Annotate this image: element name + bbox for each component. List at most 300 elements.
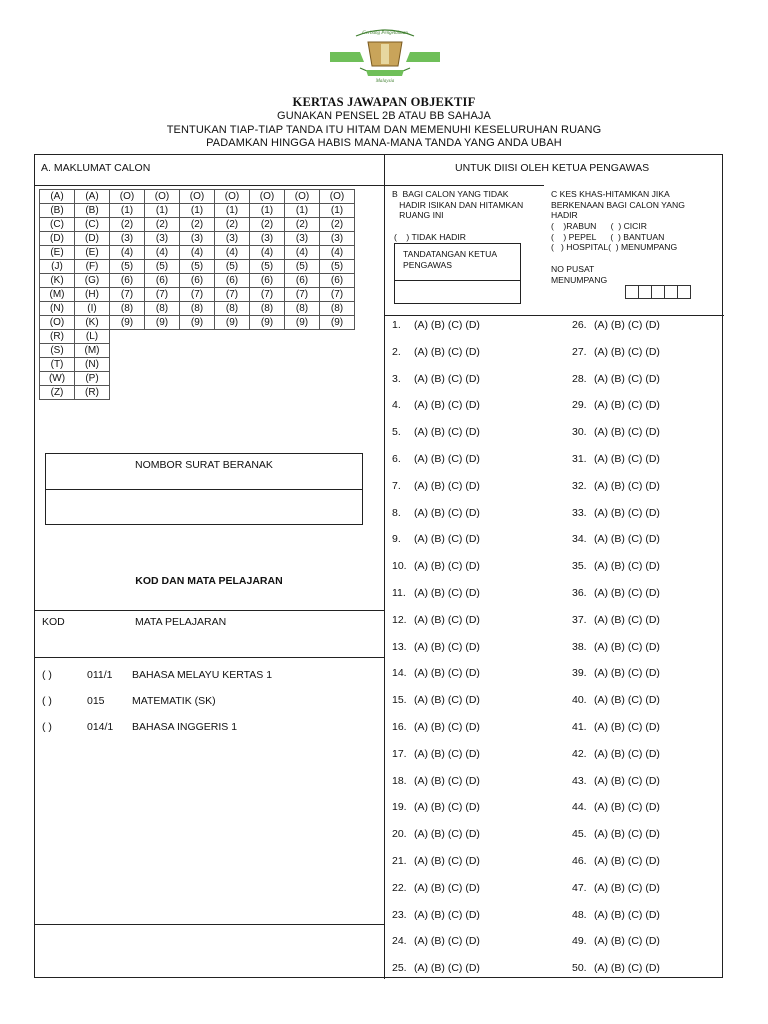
answer-options[interactable]: (A) (B) (C) (D) [594,774,660,787]
answer-options[interactable]: (A) (B) (C) (D) [414,881,480,894]
grid-bubble[interactable]: (8) [320,302,355,316]
answer-row[interactable] [392,962,480,974]
question-number: 39. [572,667,587,680]
grid-bubble[interactable]: (4) [110,246,145,260]
question-number: 5. [392,426,401,439]
grid-bubble[interactable]: (O) [110,190,145,204]
grid-bubble[interactable]: (I) [75,302,110,316]
grid-bubble[interactable]: (9) [215,316,250,330]
subject-table-top-line [35,610,384,611]
question-number: 36. [572,587,587,599]
grid-bubble[interactable]: (7) [180,288,215,302]
answer-options[interactable]: (A) (B) (C) (D) [414,747,480,760]
answer-options[interactable]: (A) (B) (C) (D) [414,319,480,331]
grid-bubble[interactable]: (C) [75,218,110,232]
question-number: 8. [392,506,401,519]
answer-row[interactable] [572,319,660,331]
question-number: 33. [572,506,587,519]
no-pusat-label: NO PUSAT MENUMPANG [551,264,608,285]
grid-bubble[interactable]: (8) [215,302,250,316]
answer-row[interactable] [392,641,480,653]
grid-bubble[interactable]: (8) [285,302,320,316]
grid-bubble[interactable]: (1) [285,204,320,218]
answer-row[interactable] [572,480,660,492]
question-number: 16. [392,721,407,733]
grid-bubble[interactable]: (5) [320,260,355,274]
question-number: 43. [572,774,587,787]
grid-bubble[interactable]: (6) [110,274,145,288]
question-number: 3. [392,372,401,385]
grid-bubble[interactable]: (A) [75,190,110,204]
grid-bubble[interactable]: (4) [285,246,320,260]
answer-options[interactable]: (A) (B) (C) (D) [414,345,480,358]
answer-row[interactable] [572,935,660,947]
logo-top-text: Gerbang Pengetahuan [362,31,408,36]
right-header-line [384,185,544,186]
grid-bubble[interactable]: (4) [250,246,285,260]
answer-row[interactable] [392,667,480,679]
answer-options[interactable]: (A) (B) (C) (D) [414,774,480,787]
question-number: 6. [392,453,401,465]
grid-bubble[interactable]: (L) [75,330,110,344]
answer-options[interactable]: (A) (B) (C) (D) [414,453,480,465]
subject-name: MATEMATIK (SK) [132,695,216,707]
grid-row [40,218,355,232]
grid-bubble[interactable]: (E) [75,246,110,260]
question-number: 7. [392,479,401,492]
answer-options[interactable]: (A) (B) (C) (D) [414,721,480,733]
candidate-info-grid [39,189,355,400]
answer-options[interactable]: (A) (B) (C) (D) [594,453,660,465]
no-pusat-boxes[interactable] [626,285,691,304]
question-number: 2. [392,345,401,358]
section-c-text: C KES KHAS-HITAMKAN JIKA BERKENAAN BAGI CALON YANG HADIR [551,189,685,220]
answer-row[interactable] [392,319,480,331]
grid-bubble[interactable]: (9) [285,316,320,330]
answer-row[interactable] [572,909,660,921]
center-divider [384,155,385,979]
answer-options[interactable]: (A) (B) (C) (D) [594,881,660,894]
answer-row[interactable] [392,507,480,519]
answer-row[interactable] [572,641,660,653]
answer-options[interactable]: (A) (B) (C) (D) [414,426,480,439]
answer-row[interactable] [392,694,480,706]
grid-bubble[interactable]: (2) [320,218,355,232]
answer-row[interactable] [392,909,480,921]
grid-bubble[interactable]: (O) [180,190,215,204]
question-number: 18. [392,774,407,787]
grid-bubble[interactable]: (4) [215,246,250,260]
grid-bubble[interactable]: (8) [180,302,215,316]
grid-bubble[interactable]: (8) [145,302,180,316]
grid-bubble[interactable]: (6) [250,274,285,288]
grid-bubble[interactable]: (O) [215,190,250,204]
grid-bubble[interactable]: (3) [250,232,285,246]
answer-options[interactable]: (A) (B) (C) (D) [414,613,480,626]
answer-row[interactable] [572,399,660,411]
grid-bubble[interactable]: (T) [40,358,75,372]
question-number: 50. [572,962,587,975]
grid-bubble[interactable]: (3) [180,232,215,246]
answer-row[interactable] [392,882,480,894]
question-number: 31. [572,453,587,465]
answer-options[interactable]: (A) (B) (C) (D) [414,935,480,948]
answer-options[interactable]: (A) (B) (C) (D) [414,640,480,653]
grid-bubble[interactable]: (1) [145,204,180,218]
answer-row[interactable] [572,855,660,867]
subject-code: 015 [87,695,105,707]
question-number: 21. [392,855,407,867]
grid-bubble[interactable]: (9) [180,316,215,330]
answer-options[interactable]: (A) (B) (C) (D) [594,640,660,653]
answer-row[interactable] [392,935,480,947]
question-number: 1. [392,319,401,331]
answer-options[interactable]: (A) (B) (C) (D) [414,801,480,814]
question-number: 27. [572,345,587,358]
question-number: 42. [572,747,587,760]
grid-bubble[interactable]: (R) [40,330,75,344]
answer-row[interactable] [392,748,480,760]
grid-bubble[interactable]: (M) [40,288,75,302]
answer-row[interactable] [392,560,480,572]
answer-row[interactable] [392,346,480,358]
question-number: 48. [572,908,587,921]
answer-options[interactable]: (A) (B) (C) (D) [594,587,660,599]
grid-row [40,358,355,372]
answer-row[interactable] [392,453,480,465]
grid-bubble[interactable]: (G) [75,274,110,288]
question-number: 46. [572,855,587,867]
subject-table-header-line [35,657,384,658]
grid-row [40,288,355,302]
birth-cert-label: NOMBOR SURAT BERANAK [135,459,273,471]
question-number: 41. [572,721,587,733]
question-number: 28. [572,372,587,385]
answer-row[interactable] [572,453,660,465]
grid-bubble[interactable]: (6) [145,274,180,288]
answer-row[interactable] [392,614,480,626]
grid-bubble[interactable]: (D) [75,232,110,246]
answer-row[interactable] [572,507,660,519]
subject-code: 014/1 [87,721,114,733]
grid-bubble[interactable]: (O) [145,190,180,204]
grid-bubble[interactable]: (O) [250,190,285,204]
tidak-hadir-option[interactable]: ( ) TIDAK HADIR [394,232,466,242]
page-title: KERTAS JAWAPAN OBJEKTIF [292,95,476,109]
answer-row[interactable] [572,373,660,385]
grid-bubble[interactable]: (5) [250,260,285,274]
answer-options[interactable]: (A) (B) (C) (D) [594,345,660,358]
grid-bubble[interactable]: (5) [215,260,250,274]
question-number: 34. [572,533,587,546]
grid-bubble[interactable]: (1) [180,204,215,218]
grid-bubble[interactable]: (W) [40,372,75,386]
answer-row[interactable] [572,346,660,358]
answer-options[interactable]: (A) (B) (C) (D) [594,747,660,760]
grid-bubble[interactable]: (2) [285,218,320,232]
answer-options[interactable]: (A) (B) (C) (D) [594,855,660,867]
grid-bubble[interactable]: (7) [320,288,355,302]
birth-cert-input[interactable] [46,489,362,524]
grid-bubble[interactable]: (4) [145,246,180,260]
answer-row[interactable] [392,399,480,411]
answer-options[interactable]: (A) (B) (C) (D) [594,801,660,814]
question-number: 29. [572,399,587,412]
grid-bubble[interactable]: (9) [145,316,180,330]
grid-bubble[interactable]: (H) [75,288,110,302]
answer-row[interactable] [392,721,480,733]
section-c-options[interactable]: ( )RABUN ( ) CICIR ( ) PEPEL ( ) BANTUAN ( ) HOSPITAL( ) MENUMPANG [551,221,678,252]
answer-options[interactable]: (A) (B) (C) (D) [594,613,660,626]
grid-row [40,386,355,400]
grid-bubble[interactable]: (1) [215,204,250,218]
answer-options[interactable]: (A) (B) (C) (D) [414,372,480,385]
answer-options[interactable]: (A) (B) (C) (D) [414,399,480,412]
answer-row[interactable] [572,533,660,545]
answer-row[interactable] [572,721,660,733]
grid-bubble[interactable]: (K) [40,274,75,288]
grid-bubble[interactable]: (N) [40,302,75,316]
grid-bubble[interactable]: (3) [110,232,145,246]
grid-bubble[interactable]: (E) [40,246,75,260]
grid-bubble[interactable]: (2) [250,218,285,232]
answer-options[interactable]: (A) (B) (C) (D) [414,506,480,519]
question-number: 10. [392,560,407,573]
grid-row [40,372,355,386]
question-number: 12. [392,613,407,626]
grid-bubble[interactable]: (3) [320,232,355,246]
answer-row[interactable] [392,855,480,867]
question-number: 22. [392,881,407,894]
question-number: 35. [572,560,587,573]
grid-bubble[interactable]: (J) [40,260,75,274]
right-special-cases-line [384,315,724,316]
grid-row [40,330,355,344]
grid-bubble[interactable]: (7) [215,288,250,302]
grid-bubble[interactable]: (1) [250,204,285,218]
answer-row[interactable] [392,426,480,438]
instruction-line-2: TENTUKAN TIAP-TIAP TANDA ITU HITAM DAN MEMENUHI KESELURUHAN RUANG [166,124,602,136]
grid-bubble[interactable]: (O) [40,316,75,330]
grid-bubble[interactable]: (4) [320,246,355,260]
answer-row[interactable] [392,828,480,840]
grid-bubble[interactable]: (F) [75,260,110,274]
grid-bubble[interactable]: (N) [75,358,110,372]
grid-bubble[interactable]: (3) [215,232,250,246]
question-number: 37. [572,613,587,626]
subject-checkbox[interactable]: ( ) [42,669,52,681]
question-number: 13. [392,640,407,653]
answer-options[interactable]: (A) (B) (C) (D) [414,908,480,921]
grid-bubble[interactable]: (D) [40,232,75,246]
grid-bubble[interactable]: (3) [145,232,180,246]
question-number: 25. [392,962,407,975]
answer-row[interactable] [572,882,660,894]
grid-bubble[interactable]: (6) [215,274,250,288]
section-a-label: A. MAKLUMAT CALON [41,162,151,174]
grid-bubble[interactable]: (1) [110,204,145,218]
grid-bubble[interactable]: (7) [110,288,145,302]
question-number: 20. [392,828,407,841]
answer-row[interactable] [392,533,480,545]
grid-bubble[interactable]: (2) [180,218,215,232]
subject-checkbox[interactable]: ( ) [42,721,52,733]
answer-row[interactable] [392,587,480,599]
question-number: 26. [572,319,587,331]
subject-heading: KOD DAN MATA PELAJARAN [135,575,283,587]
col-subject-header: MATA PELAJARAN [135,616,227,628]
subject-name: BAHASA INGGERIS 1 [132,721,238,733]
signature-label: TANDATANGAN KETUA PENGAWAS [403,249,498,270]
grid-bubble[interactable]: (5) [180,260,215,274]
answer-options[interactable]: (A) (B) (C) (D) [414,694,480,707]
logo-bottom-text: Malaysia [375,79,395,84]
question-number: 47. [572,881,587,894]
answer-row[interactable] [572,748,660,760]
grid-bubble[interactable]: (C) [40,218,75,232]
grid-bubble[interactable]: (P) [75,372,110,386]
section-a-header-line [35,185,384,186]
question-number: 19. [392,801,407,814]
grid-row [40,274,355,288]
grid-bubble[interactable]: (O) [320,190,355,204]
answer-row[interactable] [392,373,480,385]
answer-options[interactable]: (A) (B) (C) (D) [594,908,660,921]
answer-options[interactable]: (A) (B) (C) (D) [594,479,660,492]
answer-row[interactable] [572,426,660,438]
answer-row[interactable] [572,587,660,599]
answer-row[interactable] [572,614,660,626]
question-number: 24. [392,935,407,948]
question-number: 15. [392,694,407,707]
grid-bubble[interactable]: (M) [75,344,110,358]
right-heading: UNTUK DIISI OLEH KETUA PENGAWAS [455,162,650,174]
grid-row [40,204,355,218]
grid-bubble[interactable]: (5) [145,260,180,274]
col-kod-header: KOD [42,616,65,628]
grid-bubble[interactable]: (6) [320,274,355,288]
section-b-text: B BAGI CALON YANG TIDAK HADIR ISIKAN DAN HITAMKAN RUANG INI [392,189,524,220]
grid-bubble[interactable]: (A) [40,190,75,204]
question-number: 23. [392,908,407,921]
answer-options[interactable]: (A) (B) (C) (D) [414,533,480,546]
answer-options[interactable]: (A) (B) (C) (D) [594,667,660,680]
grid-row [40,344,355,358]
grid-row [40,190,355,204]
answer-row[interactable] [572,560,660,572]
grid-bubble[interactable]: (2) [110,218,145,232]
question-number: 49. [572,935,587,948]
answer-options[interactable]: (A) (B) (C) (D) [414,855,480,867]
question-number: 44. [572,801,587,814]
answer-options[interactable]: (A) (B) (C) (D) [414,828,480,841]
answer-options[interactable]: (A) (B) (C) (D) [594,560,660,573]
grid-bubble[interactable]: (9) [110,316,145,330]
question-number: 30. [572,426,587,439]
grid-bubble[interactable]: (K) [75,316,110,330]
answer-options[interactable]: (A) (B) (C) (D) [594,533,660,546]
grid-bubble[interactable]: (6) [285,274,320,288]
question-number: 4. [392,399,401,412]
grid-row [40,232,355,246]
answer-row[interactable] [392,801,480,813]
answer-row[interactable] [572,694,660,706]
grid-bubble[interactable]: (1) [320,204,355,218]
answer-options[interactable]: (A) (B) (C) (D) [594,319,660,331]
grid-bubble[interactable]: (B) [40,204,75,218]
grid-bubble[interactable]: (8) [250,302,285,316]
question-number: 11. [392,587,406,599]
subject-checkbox[interactable]: ( ) [42,695,52,707]
grid-bubble[interactable]: (3) [285,232,320,246]
grid-bubble[interactable]: (7) [285,288,320,302]
grid-row [40,260,355,274]
grid-bubble[interactable]: (2) [215,218,250,232]
answer-row[interactable] [572,667,660,679]
grid-row [40,246,355,260]
question-number: 45. [572,828,587,841]
question-number: 38. [572,640,587,653]
school-crest-logo [326,22,444,84]
answer-options[interactable]: (A) (B) (C) (D) [594,962,660,975]
question-number: 9. [392,533,401,546]
answer-options[interactable]: (A) (B) (C) (D) [594,506,660,519]
grid-bubble[interactable]: (9) [320,316,355,330]
grid-bubble[interactable]: (S) [40,344,75,358]
answer-options[interactable]: (A) (B) (C) (D) [594,372,660,385]
grid-row [40,302,355,316]
answer-options[interactable]: (A) (B) (C) (D) [414,587,480,599]
answer-options[interactable]: (A) (B) (C) (D) [414,962,480,975]
answer-options[interactable]: (A) (B) (C) (D) [594,828,660,841]
answer-row[interactable] [392,775,480,787]
grid-bubble[interactable]: (4) [180,246,215,260]
question-number: 14. [392,667,407,680]
answer-options[interactable]: (A) (B) (C) (D) [414,479,480,492]
answer-options[interactable]: (A) (B) (C) (D) [594,721,660,733]
instruction-line-1: GUNAKAN PENSEL 2B ATAU BB SAHAJA [277,110,491,122]
grid-bubble[interactable]: (7) [145,288,180,302]
grid-bubble[interactable]: (2) [145,218,180,232]
answer-options[interactable]: (A) (B) (C) (D) [594,935,660,948]
grid-bubble[interactable]: (5) [110,260,145,274]
grid-bubble[interactable]: (B) [75,204,110,218]
answer-options[interactable]: (A) (B) (C) (D) [594,399,660,412]
answer-options[interactable]: (A) (B) (C) (D) [414,560,480,573]
instruction-line-3: PADAMKAN HINGGA HABIS MANA-MANA TANDA YANG ANDA UBAH [206,137,562,149]
question-number: 40. [572,694,587,707]
grid-bubble[interactable]: (R) [75,386,110,400]
answer-row[interactable] [572,775,660,787]
grid-bubble[interactable]: (8) [110,302,145,316]
answer-row[interactable] [392,480,480,492]
answer-options[interactable]: (A) (B) (C) (D) [594,426,660,439]
grid-bubble[interactable]: (Z) [40,386,75,400]
grid-bubble[interactable]: (7) [250,288,285,302]
answer-row[interactable] [572,801,660,813]
answer-options[interactable]: (A) (B) (C) (D) [594,694,660,707]
answer-row[interactable] [572,962,660,974]
answer-row[interactable] [572,828,660,840]
grid-bubble[interactable]: (5) [285,260,320,274]
grid-bubble[interactable]: (6) [180,274,215,288]
subject-name: BAHASA MELAYU KERTAS 1 [132,669,273,681]
grid-bubble[interactable]: (9) [250,316,285,330]
grid-bubble[interactable]: (O) [285,190,320,204]
question-number: 17. [392,747,407,760]
answer-options[interactable]: (A) (B) (C) (D) [414,667,480,680]
subject-code: 011/1 [87,669,113,681]
